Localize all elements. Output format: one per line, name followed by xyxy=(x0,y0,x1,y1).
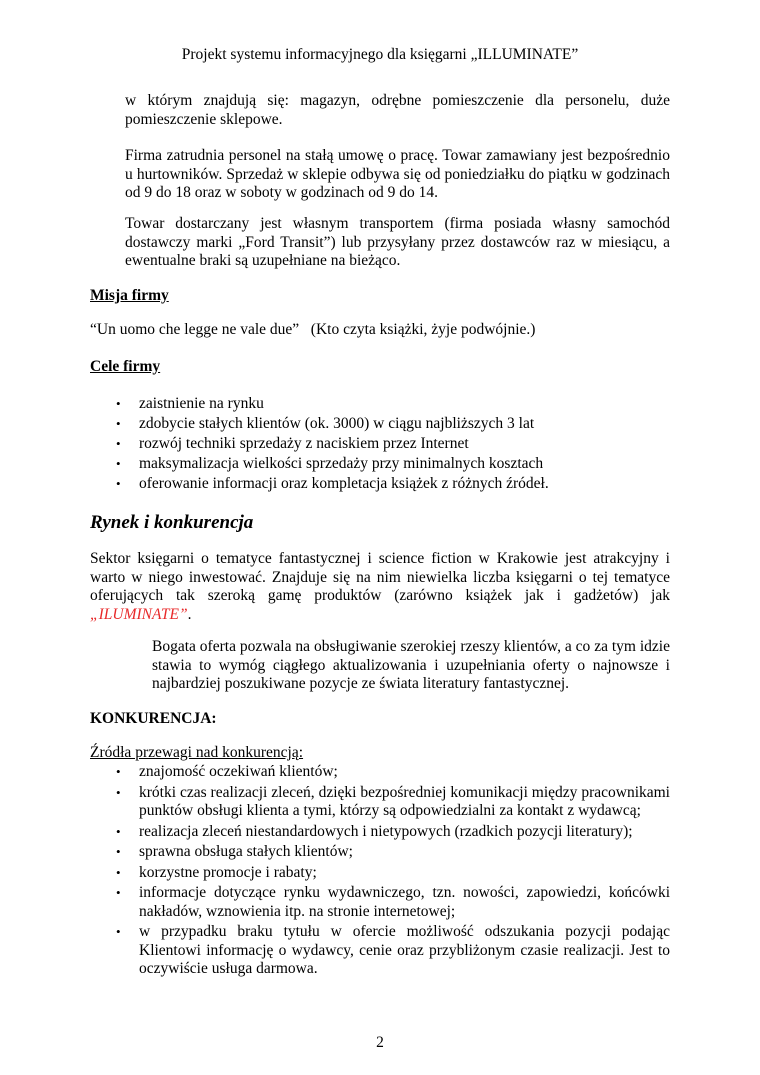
competition-heading: KONKURENCJA: xyxy=(90,710,217,727)
bullet-icon: • xyxy=(116,436,121,451)
list-item: • realizacja zleceń niestandardowych i nietypowych (rzadkich pozycji literatury); xyxy=(116,822,633,840)
bullet-icon: • xyxy=(116,844,121,859)
competition-list xyxy=(113,763,670,979)
mission-text: “Un uomo che legge ne vale due” (Kto czyta książki, żyje podwójnie.) xyxy=(90,321,536,338)
bullet-icon: • xyxy=(116,416,121,431)
competition-subheading: Źródła przewagi nad konkurencją: xyxy=(90,744,304,761)
goals-heading: Cele firmy xyxy=(90,358,161,375)
paragraph-premises: w którym znajdują się: magazyn, odrębne pomieszczenie dla personelu, duże pomieszczenie sklepowe. xyxy=(125,92,670,128)
market-heading: Rynek i konkurencja xyxy=(90,512,254,533)
list-item: • zaistnienie na rynku xyxy=(116,395,264,412)
list-item: • korzystne promocje i rabaty; xyxy=(116,863,317,881)
list-item: • oferowanie informacji oraz kompletacja książek z różnych źródeł. xyxy=(116,475,549,492)
bullet-icon: • xyxy=(116,764,121,779)
paragraph-transport: Towar dostarczany jest własnym transportem (firma posiada własny samochód dostawczy marki „Ford Transit”) lub przysyłany przez dostawców raz w miesiącu, a ewentualne braki są uzupełniane na bieżąco. xyxy=(125,215,670,269)
list-item: • sprawna obsługa stałych klientów; xyxy=(116,843,353,860)
brand-name: „ILUMINATE” xyxy=(90,605,188,623)
list-item: • informacje dotyczące rynku wydawniczego, tzn. nowości, zapowiedzi, końcówki nakładów, wznowienia itp. na stronie internetowej; xyxy=(116,884,670,920)
bullet-icon: • xyxy=(116,885,121,900)
list-item: • rozwój techniki sprzedaży z naciskiem przez Internet xyxy=(116,435,469,452)
bullet-icon: • xyxy=(116,476,121,491)
bullet-icon: • xyxy=(116,864,121,880)
mission-heading: Misja firmy xyxy=(90,287,169,304)
bullet-icon: • xyxy=(116,784,121,800)
list-item: • znajomość oczekiwań klientów; xyxy=(116,763,338,780)
list-item: • krótki czas realizacji zleceń, dzięki bezpośredniej komunikacji między pracownikami punktów obsługi klienta a tymi, którzy są odpowiedzialni za kontakt z wydawcą; xyxy=(116,783,670,819)
bullet-icon: • xyxy=(116,396,121,411)
paragraph-market: Sektor księgarni o tematyce fantastycznej i science fiction w Krakowie jest atrakcyjny i warto w niego inwestować. Znajduje się na nim niewielka liczba księgarni o tej tematyce oferujących tak szeroką gamę produktów (zarówno książek jak i gadżetów) jak „ILUMINATE”. xyxy=(90,550,670,623)
running-header: Projekt systemu informacyjnego dla księgarni „ILLUMINATE” xyxy=(181,46,579,63)
list-item: • zdobycie stałych klientów (ok. 3000) w ciągu najbliższych 3 lat xyxy=(116,415,535,432)
paragraph-offer: Bogata oferta pozwala na obsługiwanie szerokiej rzeszy klientów, a co za tym idzie stawia to wymóg ciągłego aktualizowania i uzupełniania oferty o najnowsze i najbardziej poszukiwane pozycje ze świata literatury fantastycznej. xyxy=(152,638,670,692)
bullet-icon: • xyxy=(116,823,121,839)
bullet-icon: • xyxy=(116,924,121,939)
paragraph-staff: Firma zatrudnia personel na stałą umowę o pracę. Towar zamawiany jest bezpośrednio u hurtowników. Sprzedaż w sklepie odbywa się od poniedziałku do piątku w godzinach od 9 do 18 oraz w soboty w godzinach od 9 do 14. xyxy=(125,147,670,201)
list-item: • maksymalizacja wielkości sprzedaży przy minimalnych kosztach xyxy=(116,455,544,472)
list-item: • w przypadku braku tytułu w ofercie możliwość odszukania pozycji podając Klientowi informację o wydawcy, cenie oraz przybliżonym czasie realizacji. Jest to oczywiście usługa darmowa. xyxy=(116,923,670,977)
goals-list xyxy=(113,395,670,494)
page-number: 2 xyxy=(376,1034,384,1051)
bullet-icon: • xyxy=(116,456,121,471)
